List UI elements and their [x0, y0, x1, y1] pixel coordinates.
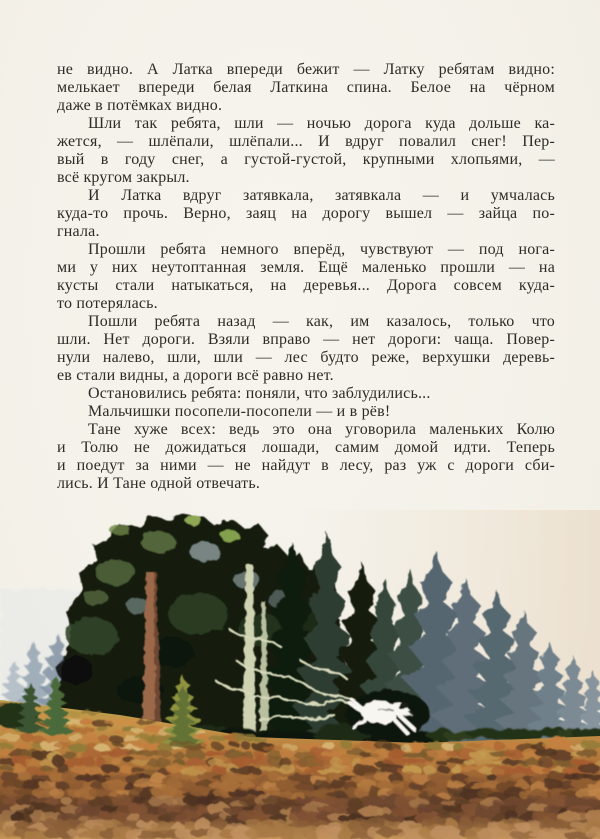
- text-line: даже в потёмках видно.: [57, 97, 223, 114]
- foliage-blob: [95, 559, 135, 585]
- foliage-blob: [168, 593, 228, 635]
- foliage-blob: [66, 617, 118, 655]
- grass-tuft: [63, 751, 77, 759]
- grass-tuft: [425, 742, 442, 750]
- grass-tuft: [280, 749, 295, 760]
- grass-tuft: [354, 788, 371, 798]
- grass-tuft: [132, 728, 144, 733]
- text-line: Остановились ребята: поняли, что заблудились...: [88, 385, 431, 402]
- grass-tuft: [316, 825, 330, 839]
- dog-ear-patch: [398, 703, 409, 710]
- paragraph: [57, 187, 555, 241]
- text-line: Пошли ребята назад — как, им казалось, только что: [88, 313, 555, 330]
- grass-tuft: [238, 775, 254, 781]
- grass-tuft: [82, 756, 95, 767]
- grass-tuft: [109, 735, 123, 743]
- grass-tuft: [486, 774, 497, 780]
- foliage-blob: [221, 530, 239, 542]
- paragraph: [57, 61, 555, 115]
- foliage-blob: [110, 524, 130, 536]
- foliage-blob: [57, 656, 93, 684]
- grass-tuft: [491, 828, 508, 838]
- grass-tuft: [229, 790, 249, 798]
- grass-tuft: [277, 765, 296, 774]
- grass-tuft: [74, 727, 96, 733]
- grass-tuft: [25, 759, 40, 768]
- grass-tuft: [576, 749, 597, 757]
- grass-tuft: [578, 763, 600, 773]
- paragraph: [57, 403, 555, 421]
- grass-tuft: [0, 734, 22, 741]
- grass-tuft: [40, 766, 53, 772]
- text-line: ми у них неутоптанная земля. Ещё маленько прошли — на: [57, 259, 555, 276]
- grass-tuft: [245, 738, 268, 742]
- grass-tuft: [341, 740, 352, 750]
- text-line: и Толю не дожидаться лошади, самим домой идти. Теперь: [57, 439, 555, 456]
- grass-tuft: [61, 798, 73, 805]
- grass-tuft: [430, 796, 443, 805]
- text-line: ев стали видны, а дороги всё равно нет.: [57, 367, 334, 384]
- foliage-blob: [84, 590, 108, 606]
- text-line: лись. И Тане одной отвечать.: [57, 475, 261, 492]
- grass-tuft: [436, 761, 448, 766]
- text-line: куда-то прочь. Верно, заяц на дорогу вышел — зайца по-: [57, 205, 555, 222]
- text-line: и поедут за ними — не найдут в лесу, раз уж с дороги сби-: [57, 457, 555, 474]
- foliage-blob: [190, 542, 220, 562]
- foliage-blob: [185, 515, 201, 525]
- grass-tuft: [239, 781, 254, 790]
- paragraph: [57, 313, 555, 385]
- young-spruce-base: [169, 740, 197, 748]
- paragraph: [57, 421, 555, 493]
- grass-tuft: [504, 749, 523, 758]
- text-line: мелькает впереди белая Латкина спина. Белое на чёрном: [57, 79, 555, 96]
- grass-tuft: [69, 712, 80, 717]
- text-line: гнала.: [57, 223, 100, 240]
- story-text: [57, 61, 555, 493]
- paragraph: [57, 115, 555, 187]
- grass-tuft: [98, 735, 109, 743]
- grass-tuft: [13, 743, 30, 750]
- text-line: всё кругом закрыл.: [57, 169, 190, 186]
- grass-tuft: [241, 742, 251, 748]
- grass-tuft: [248, 790, 265, 796]
- text-line: жется, — шлёпали, шлёпали... И вдруг повалил снег! Пер-: [57, 133, 555, 150]
- grass-tuft: [113, 742, 123, 746]
- text-line: И Латка вдруг затявкала, затявкала — и умчалась: [88, 187, 555, 204]
- text-line: шли. Нет дороги. Взяли вправо — нет дороги: чаща. Повер-: [57, 331, 555, 348]
- grass-tuft: [493, 743, 506, 751]
- text-line: не видно. А Латка впереди бежит — Латку ребятам видно:: [57, 61, 555, 78]
- grass-tuft: [184, 758, 208, 765]
- grass-tuft: [183, 782, 196, 787]
- grass-tuft: [110, 758, 122, 765]
- grass-tuft: [538, 757, 553, 767]
- text-line: Мальчишки посопели-посопели — и в рёв!: [88, 403, 391, 420]
- text-line: Тане хуже всех: ведь это она уговорила маленьких Колю: [88, 421, 555, 438]
- grass-tuft: [94, 744, 109, 751]
- grass-tuft: [81, 711, 102, 715]
- text-line: то потерялась.: [57, 295, 158, 312]
- grass-tuft: [330, 780, 347, 790]
- grass-tuft: [102, 764, 120, 773]
- grass-tuft: [97, 725, 108, 732]
- text-line: Шли так ребята, шли — ночью дорога куда дольше ка-: [88, 115, 555, 132]
- grass-tuft: [185, 749, 205, 760]
- grass-tuft: [155, 751, 172, 757]
- grass-tuft: [560, 741, 573, 751]
- grass-tuft: [119, 765, 132, 774]
- grass-tuft: [459, 765, 477, 771]
- grass-tuft: [262, 804, 284, 815]
- foliage-blob: [141, 531, 175, 553]
- grass-tuft: [438, 766, 450, 774]
- paragraph: [57, 241, 555, 313]
- text-line: вый в году снег, а густой-густой, крупными хлопьями, —: [57, 151, 555, 168]
- grass-tuft: [248, 768, 262, 774]
- grass-tuft: [173, 753, 185, 759]
- grass-tuft: [229, 741, 239, 747]
- text-line: Прошли ребята немного вперёд, чувствуют — под нога-: [88, 241, 555, 258]
- grass-tuft: [262, 746, 286, 750]
- dog-nose: [409, 710, 413, 714]
- grass-tuft: [511, 773, 527, 779]
- paragraph: [57, 385, 555, 403]
- text-line: нули налево, шли, шли — лес будто реже, верхушки деревь-: [57, 349, 555, 366]
- grass-tuft: [68, 734, 82, 742]
- grass-tuft: [130, 768, 145, 773]
- grass-tuft: [136, 720, 158, 724]
- running-dog-latka: [346, 690, 430, 738]
- grass-tuft: [82, 734, 98, 742]
- grass-tuft: [50, 788, 64, 799]
- story-illustration: [0, 510, 600, 839]
- grass-tuft: [211, 743, 223, 750]
- text-line: кусты стали натыкаться, на деревья... Дорога совсем куда-: [57, 277, 555, 294]
